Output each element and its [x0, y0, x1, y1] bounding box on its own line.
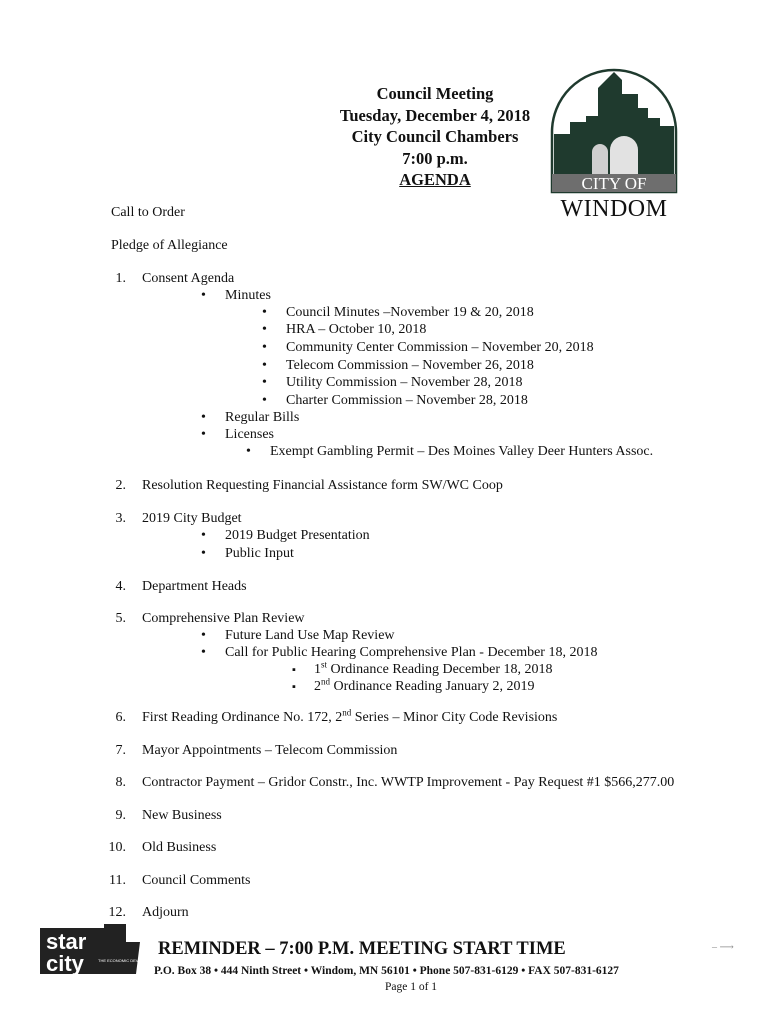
- page-number: Page 1 of 1: [385, 981, 438, 993]
- list-item: • Council Minutes –November 19 & 20, 2018: [286, 304, 534, 321]
- list-item: • Exempt Gambling Permit – Des Moines Valley Deer Hunters Assoc.: [270, 443, 653, 460]
- item-label: Adjourn: [142, 905, 189, 920]
- list-item: • Utility Commission – November 28, 2018: [286, 374, 522, 391]
- ordinal-suffix: nd: [342, 707, 352, 718]
- item-label: Resolution Requesting Financial Assistance form SW/WC Coop: [142, 478, 503, 493]
- list-item: • Charter Commission – November 28, 2018: [286, 392, 528, 409]
- logo-windom: WINDOM: [560, 196, 668, 222]
- star-city-bottom: city: [46, 951, 84, 976]
- ordinal-suffix: st: [321, 659, 328, 670]
- list-item: • 2019 Budget Presentation: [225, 527, 370, 544]
- call-to-order: Call to Order: [111, 205, 185, 220]
- item-number: 8.: [115, 775, 126, 790]
- list-item: • Future Land Use Map Review: [225, 627, 395, 644]
- meeting-header: [280, 83, 590, 191]
- item-label: Consent Agenda: [142, 271, 235, 286]
- meeting-date: Tuesday, December 4, 2018: [339, 105, 531, 125]
- item-label: Old Business: [142, 840, 217, 855]
- item-label-part: Series – Minor City Code Revisions: [351, 710, 558, 725]
- reading-text: Ordinance Reading January 2, 2019: [330, 679, 535, 694]
- list-item: • Telecom Commission – November 26, 2018: [286, 357, 534, 374]
- item-label: Comprehensive Plan Review: [142, 611, 305, 626]
- item-number: 4.: [115, 579, 126, 594]
- ordinal-number: 1: [314, 662, 321, 677]
- meeting-location: City Council Chambers: [351, 127, 519, 146]
- ordinal-suffix: nd: [321, 676, 330, 687]
- item-label: Mayor Appointments – Telecom Commission: [142, 743, 398, 758]
- list-item: [314, 661, 553, 678]
- item-number: 10.: [108, 840, 126, 855]
- list-item: [314, 678, 535, 695]
- star-city-top: star: [46, 929, 87, 954]
- list-item: • Licenses: [225, 426, 274, 443]
- item-label-part: First Reading Ordinance No. 172, 2: [142, 710, 343, 725]
- list-item: • Minutes: [225, 287, 271, 304]
- item-number: 1.: [115, 271, 126, 286]
- logo-city-of: CITY OF: [581, 174, 647, 193]
- item-label: New Business: [142, 808, 222, 823]
- list-item: • Public Input: [225, 545, 294, 562]
- star-city-logo: [36, 922, 161, 978]
- reminder-banner: REMINDER – 7:00 P.M. MEETING START TIME: [158, 939, 566, 959]
- item-number: 12.: [108, 905, 126, 920]
- item-label: Contractor Payment – Gridor Constr., Inc. WWTP Improvement - Pay Request #1 $566,277.00: [142, 775, 675, 790]
- item-number: 2.: [115, 478, 126, 493]
- scan-mark-icon: – ⟶: [712, 942, 734, 953]
- item-label: Council Comments: [142, 873, 251, 888]
- reading-text: Ordinance Reading December 18, 2018: [327, 662, 553, 677]
- item-number: 7.: [115, 743, 126, 758]
- item-number: 9.: [115, 808, 126, 823]
- star-city-small: THE ECONOMIC DEVELOPMENT: [98, 958, 161, 963]
- item-number: 11.: [109, 873, 126, 888]
- list-item: • HRA – October 10, 2018: [286, 321, 426, 338]
- meeting-title: Council Meeting: [376, 84, 494, 103]
- city-logo-graphic: [548, 66, 680, 196]
- list-item: • Community Center Commission – November 20, 2018: [286, 339, 594, 356]
- item-label: 2019 City Budget: [142, 511, 242, 526]
- contact-info: P.O. Box 38 • 444 Ninth Street • Windom, MN 56101 • Phone 507-831-6129 • FAX 507-831-6127: [154, 965, 619, 977]
- item-label: [142, 709, 557, 726]
- agenda-heading: AGENDA: [399, 170, 471, 189]
- ordinal-number: 2: [314, 679, 321, 694]
- pledge-of-allegiance: Pledge of Allegiance: [111, 238, 228, 253]
- list-item: • Regular Bills: [225, 409, 299, 426]
- item-number: 6.: [115, 710, 126, 725]
- item-number: 3.: [115, 511, 126, 526]
- item-label: Department Heads: [142, 579, 247, 594]
- list-item: • Call for Public Hearing Comprehensive Plan - December 18, 2018: [225, 644, 597, 661]
- item-number: 5.: [115, 611, 126, 626]
- meeting-time: 7:00 p.m.: [402, 148, 468, 168]
